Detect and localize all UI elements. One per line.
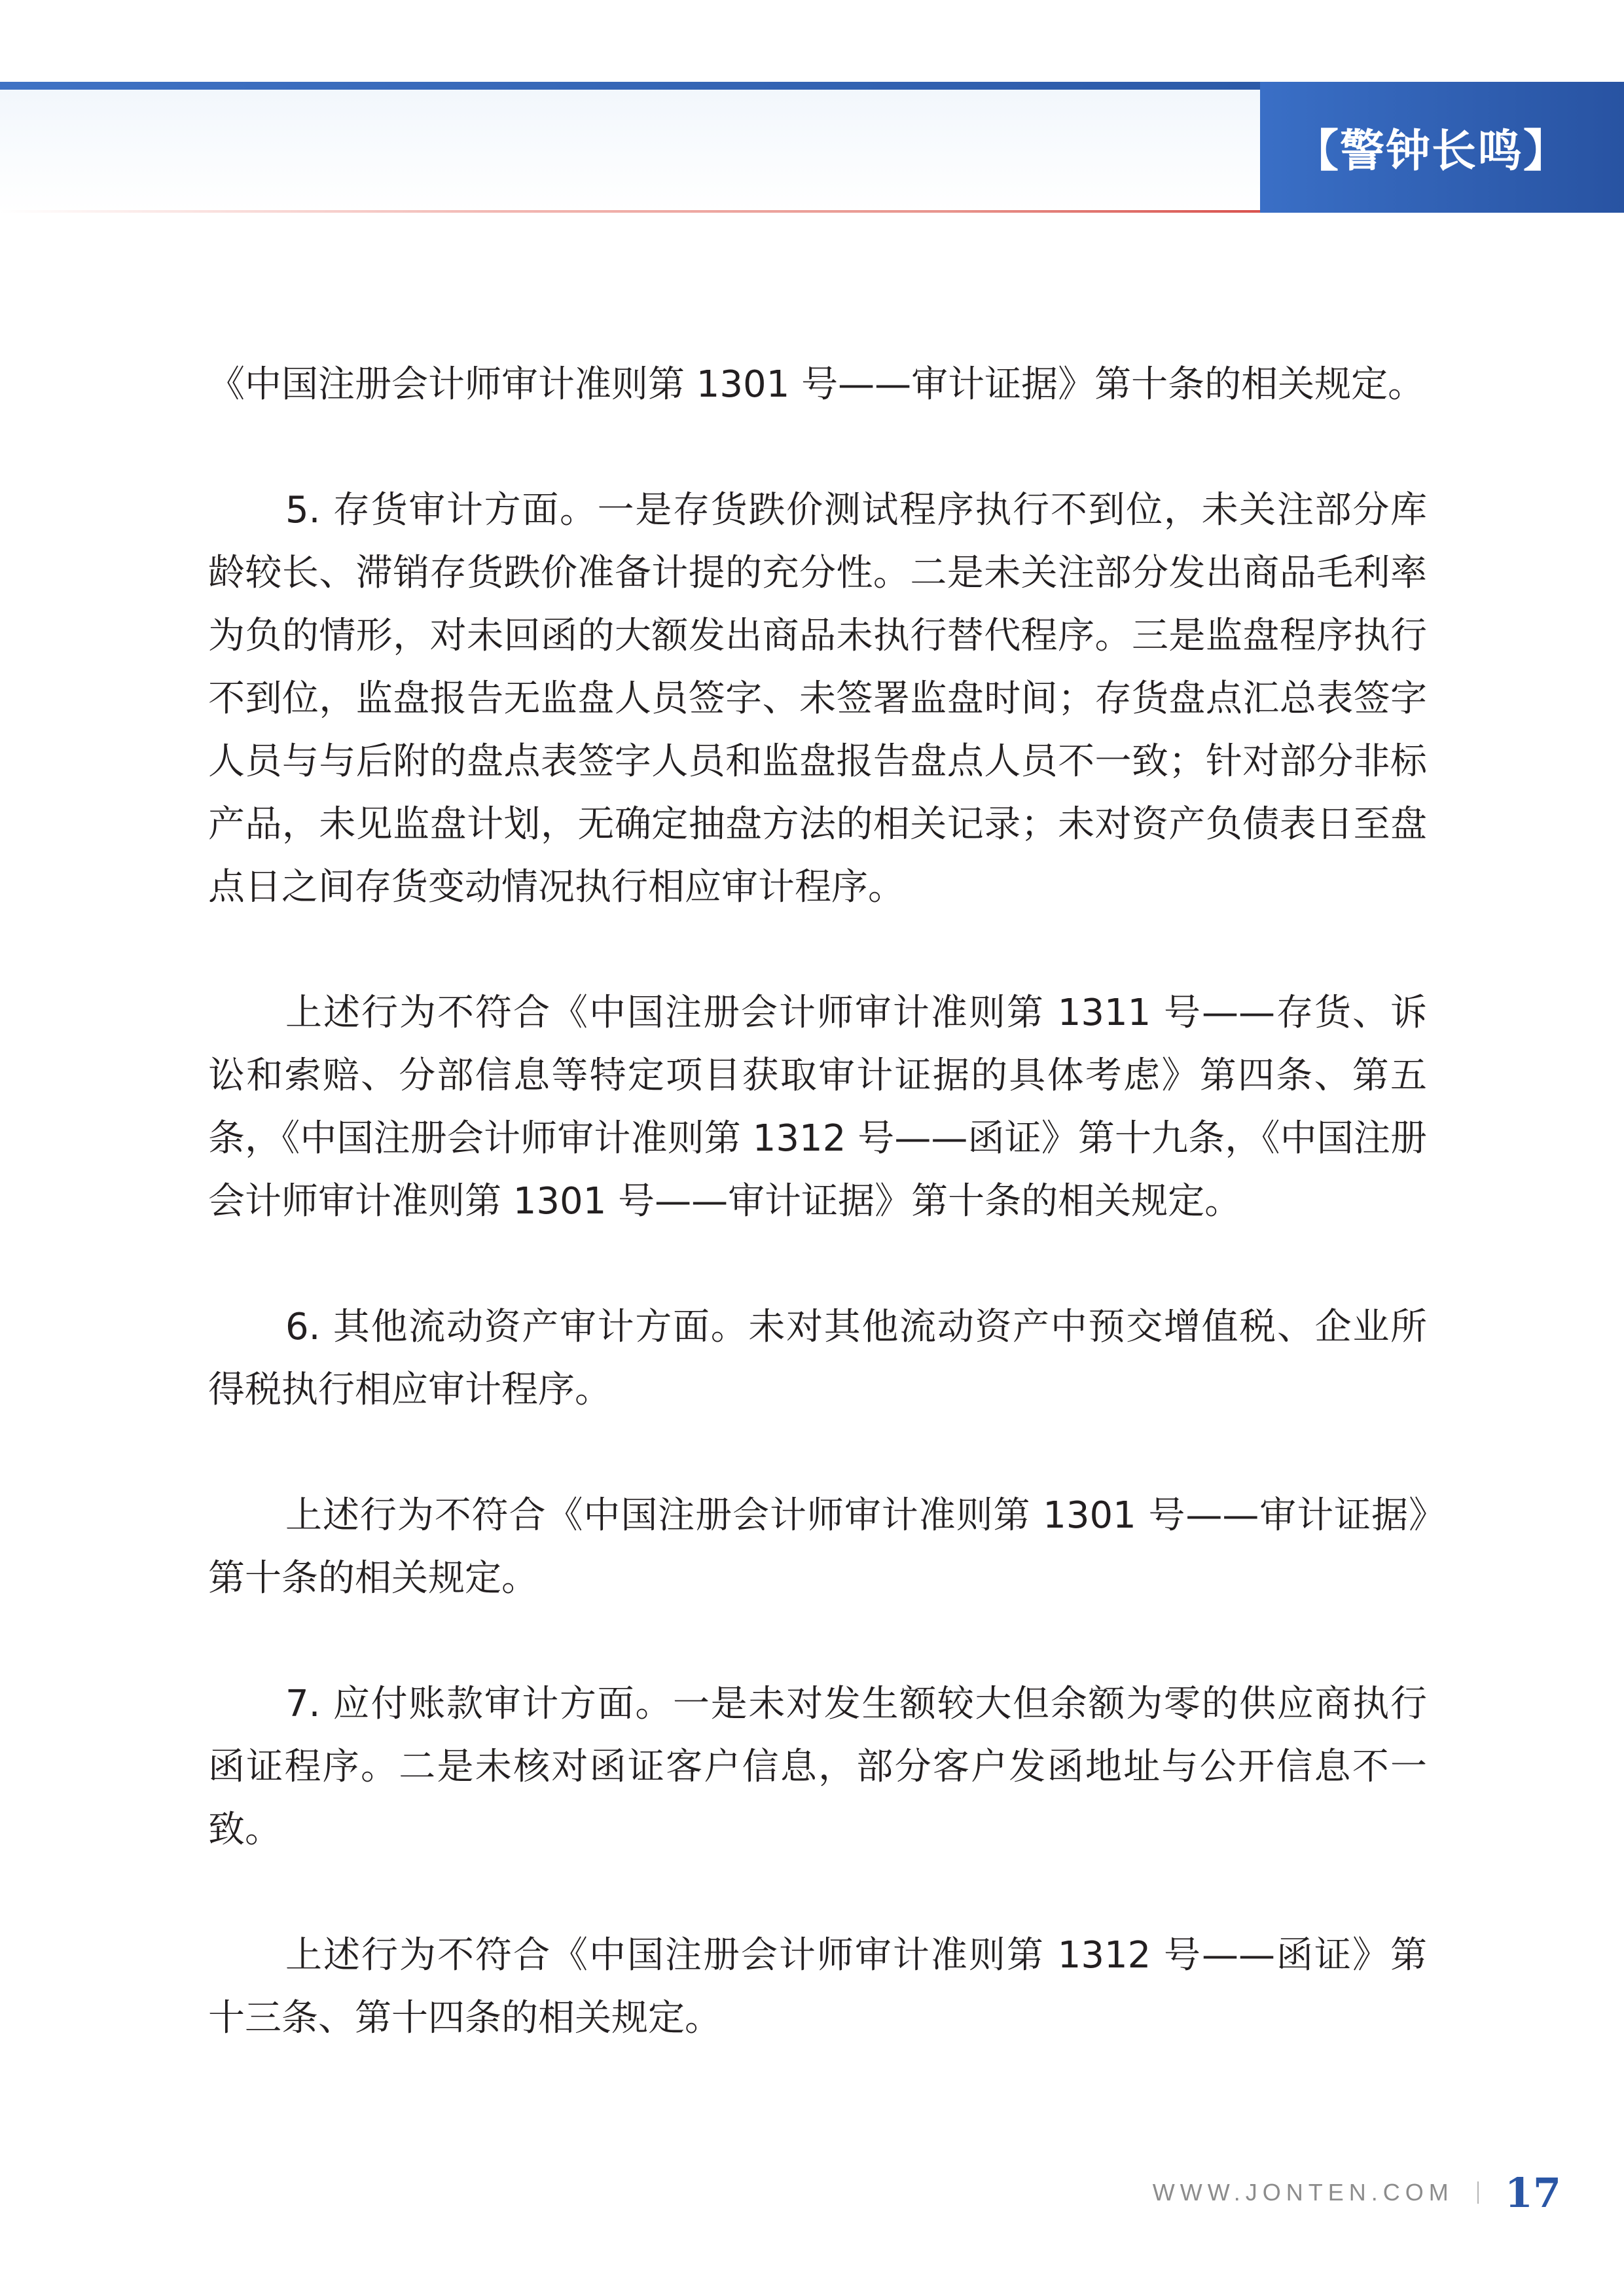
header-band [0, 82, 1260, 213]
paragraph-continuation: 《中国注册会计师审计准则第 1301 号——审计证据》第十条的相关规定。 [208, 363, 1425, 406]
footer-website: WWW.JONTEN.COM [1152, 2179, 1454, 2206]
section-tab [1260, 82, 1624, 213]
page-number: 17 [1504, 2168, 1561, 2217]
header-top-rule [0, 82, 1260, 90]
paragraph-accounts-payable-violation: 上述行为不符合《中国注册会计师审计准则第 1312 号——函证》第十三条、第十四条的相关规定。 [208, 1934, 1427, 2039]
paragraph-accounts-payable: 7. 应付账款审计方面。一是未对发生额较大但余额为零的供应商执行函证程序。二是未核对函证客户信息，部分客户发函地址与公开信息不一致。 [208, 1683, 1427, 1851]
paragraph-other-current-assets: 6. 其他流动资产审计方面。未对其他流动资产中预交增值税、企业所得税执行相应审计程序。 [208, 1306, 1427, 1411]
section-tab-label: 【警钟长鸣】 [1294, 124, 1570, 177]
header-bottom-rule [0, 210, 1260, 213]
paragraph-other-current-assets-violation: 上述行为不符合《中国注册会计师审计准则第 1301 号——审计证据》第十条的相关规定。 [208, 1494, 1427, 1600]
page-footer [1153, 2160, 1561, 2225]
document-body [208, 353, 1427, 2050]
paragraph-inventory-audit: 5. 存货审计方面。一是存货跌价测试程序执行不到位，未关注部分库龄较长、滞销存货跌价准备计提的充分性。二是未关注部分发出商品毛利率为负的情形，对未回函的大额发出商品未执行替代程序。三是监盘程序执行不到位，监盘报告无监盘人员签字、未签署监盘时间；存货盘点汇总表签字人员与与后附的盘点表签字人员和监盘报告盘点人员不一致；针对部分非标产品，未见监盘计划，无确定抽盘方法的相关记录；未对资产负债表日至盘点日之间存货变动情况执行相应审计程序。 [208, 489, 1427, 908]
footer-divider [1477, 2181, 1479, 2204]
paragraph-inventory-violation: 上述行为不符合《中国注册会计师审计准则第 1311 号——存货、诉讼和索赔、分部信息等特定项目获取审计证据的具体考虑》第四条、第五条，《中国注册会计师审计准则第 1312 号——函证》第十九条，《中国注册会计师审计准则第 1301 号——审计证据》第十条的相关规定。 [208, 992, 1427, 1223]
